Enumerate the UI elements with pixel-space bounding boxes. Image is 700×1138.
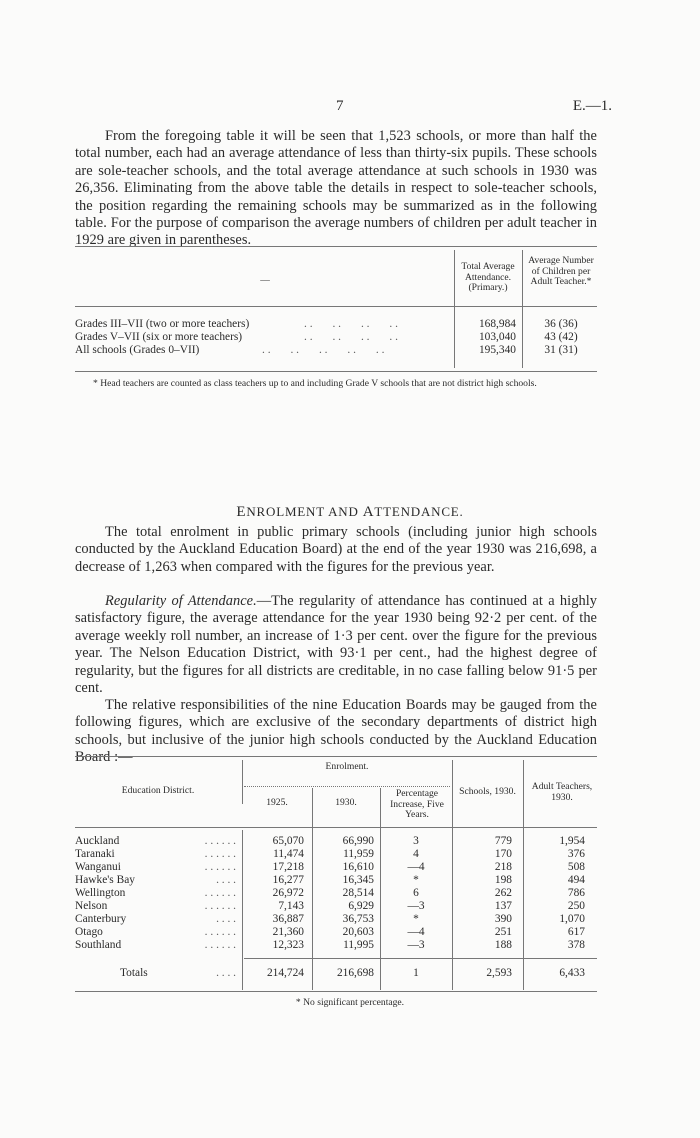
table1-top-rule xyxy=(75,246,597,247)
table-row-1930: 66,990 xyxy=(342,835,374,847)
table-row-1925: 36,887 xyxy=(272,913,304,925)
table1-row-per-teacher: 36 (36) xyxy=(544,318,578,330)
table-row-dots: . . . . xyxy=(216,913,236,925)
table-row-pct: —3 xyxy=(407,900,425,912)
table1-row-attendance: 195,340 xyxy=(478,344,516,356)
table-row-pct: —4 xyxy=(407,861,425,873)
table-row-district: Auckland xyxy=(75,835,120,847)
table-row-pct: —3 xyxy=(407,939,425,951)
table1-footnote: * Head teachers are counted as class teachers up to and including Grade V schools that are not district high schools. xyxy=(93,378,537,389)
table-row-1930: 6,929 xyxy=(348,900,374,912)
table-row-teachers: 376 xyxy=(567,848,585,860)
table2-enrolment-subrule xyxy=(244,786,450,787)
table-row-1925: 65,070 xyxy=(272,835,304,847)
table-row-dots: . . . . . . xyxy=(204,848,236,860)
table-row-dots: . . . . xyxy=(216,874,236,886)
table-row-district: Nelson xyxy=(75,900,108,912)
table1-row-dots: . . . . . . . . . . xyxy=(262,344,385,356)
table2-divider-1930 xyxy=(380,788,381,990)
table-row-district: Wanganui xyxy=(75,861,121,873)
table-row-1925: 26,972 xyxy=(272,887,304,899)
table-row-1930: 11,959 xyxy=(343,848,374,860)
responsibility-paragraph: The relative responsibilities of the nine Education Boards may be gauged from the following figures, which are exclusive of the secondary departments of district high schools, but inclusive of the junior high schools conducted by the Auckland Education Board :— xyxy=(75,697,597,766)
table1-row-per-teacher: 43 (42) xyxy=(544,331,578,343)
table-row-1925: 21,360 xyxy=(272,926,304,938)
table1-per-teacher-header: Average Number of Children per Adult Teacher.* xyxy=(528,255,594,288)
table-row-pct: * xyxy=(413,913,419,925)
table-row-schools: 218 xyxy=(494,861,512,873)
table2-1930-header: 1930. xyxy=(335,797,357,808)
table-row-schools: 198 xyxy=(494,874,512,886)
regularity-lead: Regularity of Attendance. xyxy=(105,593,257,609)
table-row-dots: . . . . . . xyxy=(204,900,236,912)
heading-initial-a: A xyxy=(362,504,375,520)
table-row-teachers: 1,954 xyxy=(559,835,585,847)
table2-divider-1925 xyxy=(312,788,313,990)
table1-attendance-header: Total Average Attendance. (Primary.) xyxy=(461,261,515,294)
table-row-dots: . . . . . . xyxy=(204,926,236,938)
table2-divider-pct xyxy=(452,760,453,990)
table-row-pct: 4 xyxy=(413,848,419,860)
table1-row-attendance: 103,040 xyxy=(478,331,516,343)
table-row-pct: —4 xyxy=(407,926,425,938)
table-row-1925: 12,323 xyxy=(272,939,304,951)
table2-divider-stub-header xyxy=(242,760,243,804)
table-row-1925: 11,474 xyxy=(273,848,304,860)
table-row-1930: 20,603 xyxy=(342,926,374,938)
table-row-dots: . . . . . . xyxy=(204,861,236,873)
table2-schools-header: Schools, 1930. xyxy=(459,786,516,797)
table1-row-label: All schools (Grades 0–VII) xyxy=(75,344,200,356)
table1-row-attendance: 168,984 xyxy=(478,318,516,330)
totals-1930: 216,698 xyxy=(336,967,374,979)
table-row-teachers: 378 xyxy=(567,939,585,951)
table-row-pct: 6 xyxy=(413,887,419,899)
table-row-pct: 3 xyxy=(413,835,419,847)
table-row-1930: 28,514 xyxy=(342,887,374,899)
table-row-schools: 251 xyxy=(494,926,512,938)
totals-label: Totals xyxy=(120,967,148,979)
table1-row-dots: . . . . . . . . xyxy=(304,318,398,330)
table1-row-per-teacher: 31 (31) xyxy=(544,344,578,356)
page-number: 7 xyxy=(336,98,344,114)
table2-1925-header: 1925. xyxy=(266,797,288,808)
table-row-teachers: 617 xyxy=(567,926,585,938)
table-row-district: Otago xyxy=(75,926,103,938)
table-row-district: Taranaki xyxy=(75,848,115,860)
table2-teachers-header: Adult Teachers, 1930. xyxy=(531,781,593,803)
table-row-1925: 16,277 xyxy=(272,874,304,886)
table-row-1930: 36,753 xyxy=(342,913,374,925)
table2-totals-rule xyxy=(244,958,597,959)
totals-schools: 2,593 xyxy=(486,967,512,979)
table-row-schools: 779 xyxy=(494,835,512,847)
table-row-dots: . . . . . . xyxy=(204,939,236,951)
page-reference: E.—1. xyxy=(572,98,612,114)
table1-col-divider-2 xyxy=(522,250,523,368)
table2-pct-header: Percentage Increase, Five Years. xyxy=(390,788,444,821)
table2-header-rule xyxy=(75,827,597,828)
table2-divider-stub xyxy=(242,830,243,990)
table-row-teachers: 250 xyxy=(567,900,585,912)
table2-footnote: * No significant percentage. xyxy=(295,997,405,1008)
totals-pct: 1 xyxy=(413,967,419,979)
heading-part-2: TTENDANCE. xyxy=(374,504,464,519)
table-row-schools: 390 xyxy=(494,913,512,925)
table-row-teachers: 494 xyxy=(567,874,585,886)
table-row-teachers: 786 xyxy=(567,887,585,899)
table-row-1925: 7,143 xyxy=(278,900,304,912)
totals-teachers: 6,433 xyxy=(559,967,585,979)
intro-paragraph: From the foregoing table it will be seen that 1,523 schools, or more than half the total number, each had an average attendance of less than thirty-six pupils. These schools are sole-teacher schools, and the total average attendance at such schools in 1930 was 26,356. Eliminating from the above table the details in respect to sole-teacher schools, the position regarding the remaining schools may be summarized as in the following table. For the purpose of comparison the average numbers of children per adult teacher in 1929 are given in parentheses. xyxy=(75,128,597,249)
table1-header-rule xyxy=(75,306,597,307)
table-row-district: Wellington xyxy=(75,887,126,899)
table-row-dots: . . . . . . xyxy=(204,887,236,899)
table1-bottom-rule xyxy=(75,371,597,372)
table2-district-header: Education District. xyxy=(121,785,195,796)
table2-enrolment-header: Enrolment. xyxy=(325,761,369,772)
table-row-schools: 262 xyxy=(494,887,512,899)
section-heading xyxy=(0,504,700,521)
regularity-body: —The regularity of attendance has continued at a highly satisfactory figure, the average attendance for the year 1930 being 92·2 per cent. of the average weekly roll number, an increase of 1·3 per cent. over the figure for the previous year. The Nelson Education District, with 93·1 per cent., had the highest degree of regularity, but the figures for all districts are creditable, in no case falling below 91·5 per cent. xyxy=(75,593,597,697)
table-row-1930: 11,995 xyxy=(343,939,374,951)
table-row-district: Canterbury xyxy=(75,913,127,925)
table-row-1930: 16,610 xyxy=(342,861,374,873)
totals-1925: 214,724 xyxy=(266,967,304,979)
table-row-1925: 17,218 xyxy=(272,861,304,873)
table-row-1930: 16,345 xyxy=(342,874,374,886)
totals-dots: . . . . xyxy=(216,967,236,979)
table1-row-label: Grades V–VII (six or more teachers) xyxy=(75,331,243,343)
table-row-dots: . . . . . . xyxy=(204,835,236,847)
table1-col-divider-1 xyxy=(454,250,455,368)
table-row-schools: 137 xyxy=(494,900,512,912)
table1-row-dots: . . . . . . . . xyxy=(304,331,398,343)
table2-top-rule xyxy=(75,756,597,757)
table2-divider-schools xyxy=(523,760,524,990)
heading-part-1: NROLMENT AND xyxy=(246,504,363,519)
table-row-district: Southland xyxy=(75,939,122,951)
table-row-teachers: 508 xyxy=(567,861,585,873)
heading-initial-e: E xyxy=(236,504,247,520)
table-row-schools: 188 xyxy=(494,939,512,951)
table-row-district: Hawke's Bay xyxy=(75,874,135,886)
table-row-teachers: 1,070 xyxy=(559,913,585,925)
table-row-pct: * xyxy=(413,874,419,886)
table1-stub-header: — xyxy=(260,275,270,286)
table-row-schools: 170 xyxy=(494,848,512,860)
regularity-paragraph xyxy=(75,593,597,697)
table1-row-label: Grades III–VII (two or more teachers) xyxy=(75,318,250,330)
enrolment-paragraph: The total enrolment in public primary schools (including junior high schools conducted by the Auckland Education Board) at the end of the year 1930 was 216,698, a decrease of 1,263 when compared with the figures for the previous year. xyxy=(75,524,597,575)
table2-bottom-rule xyxy=(75,991,597,992)
